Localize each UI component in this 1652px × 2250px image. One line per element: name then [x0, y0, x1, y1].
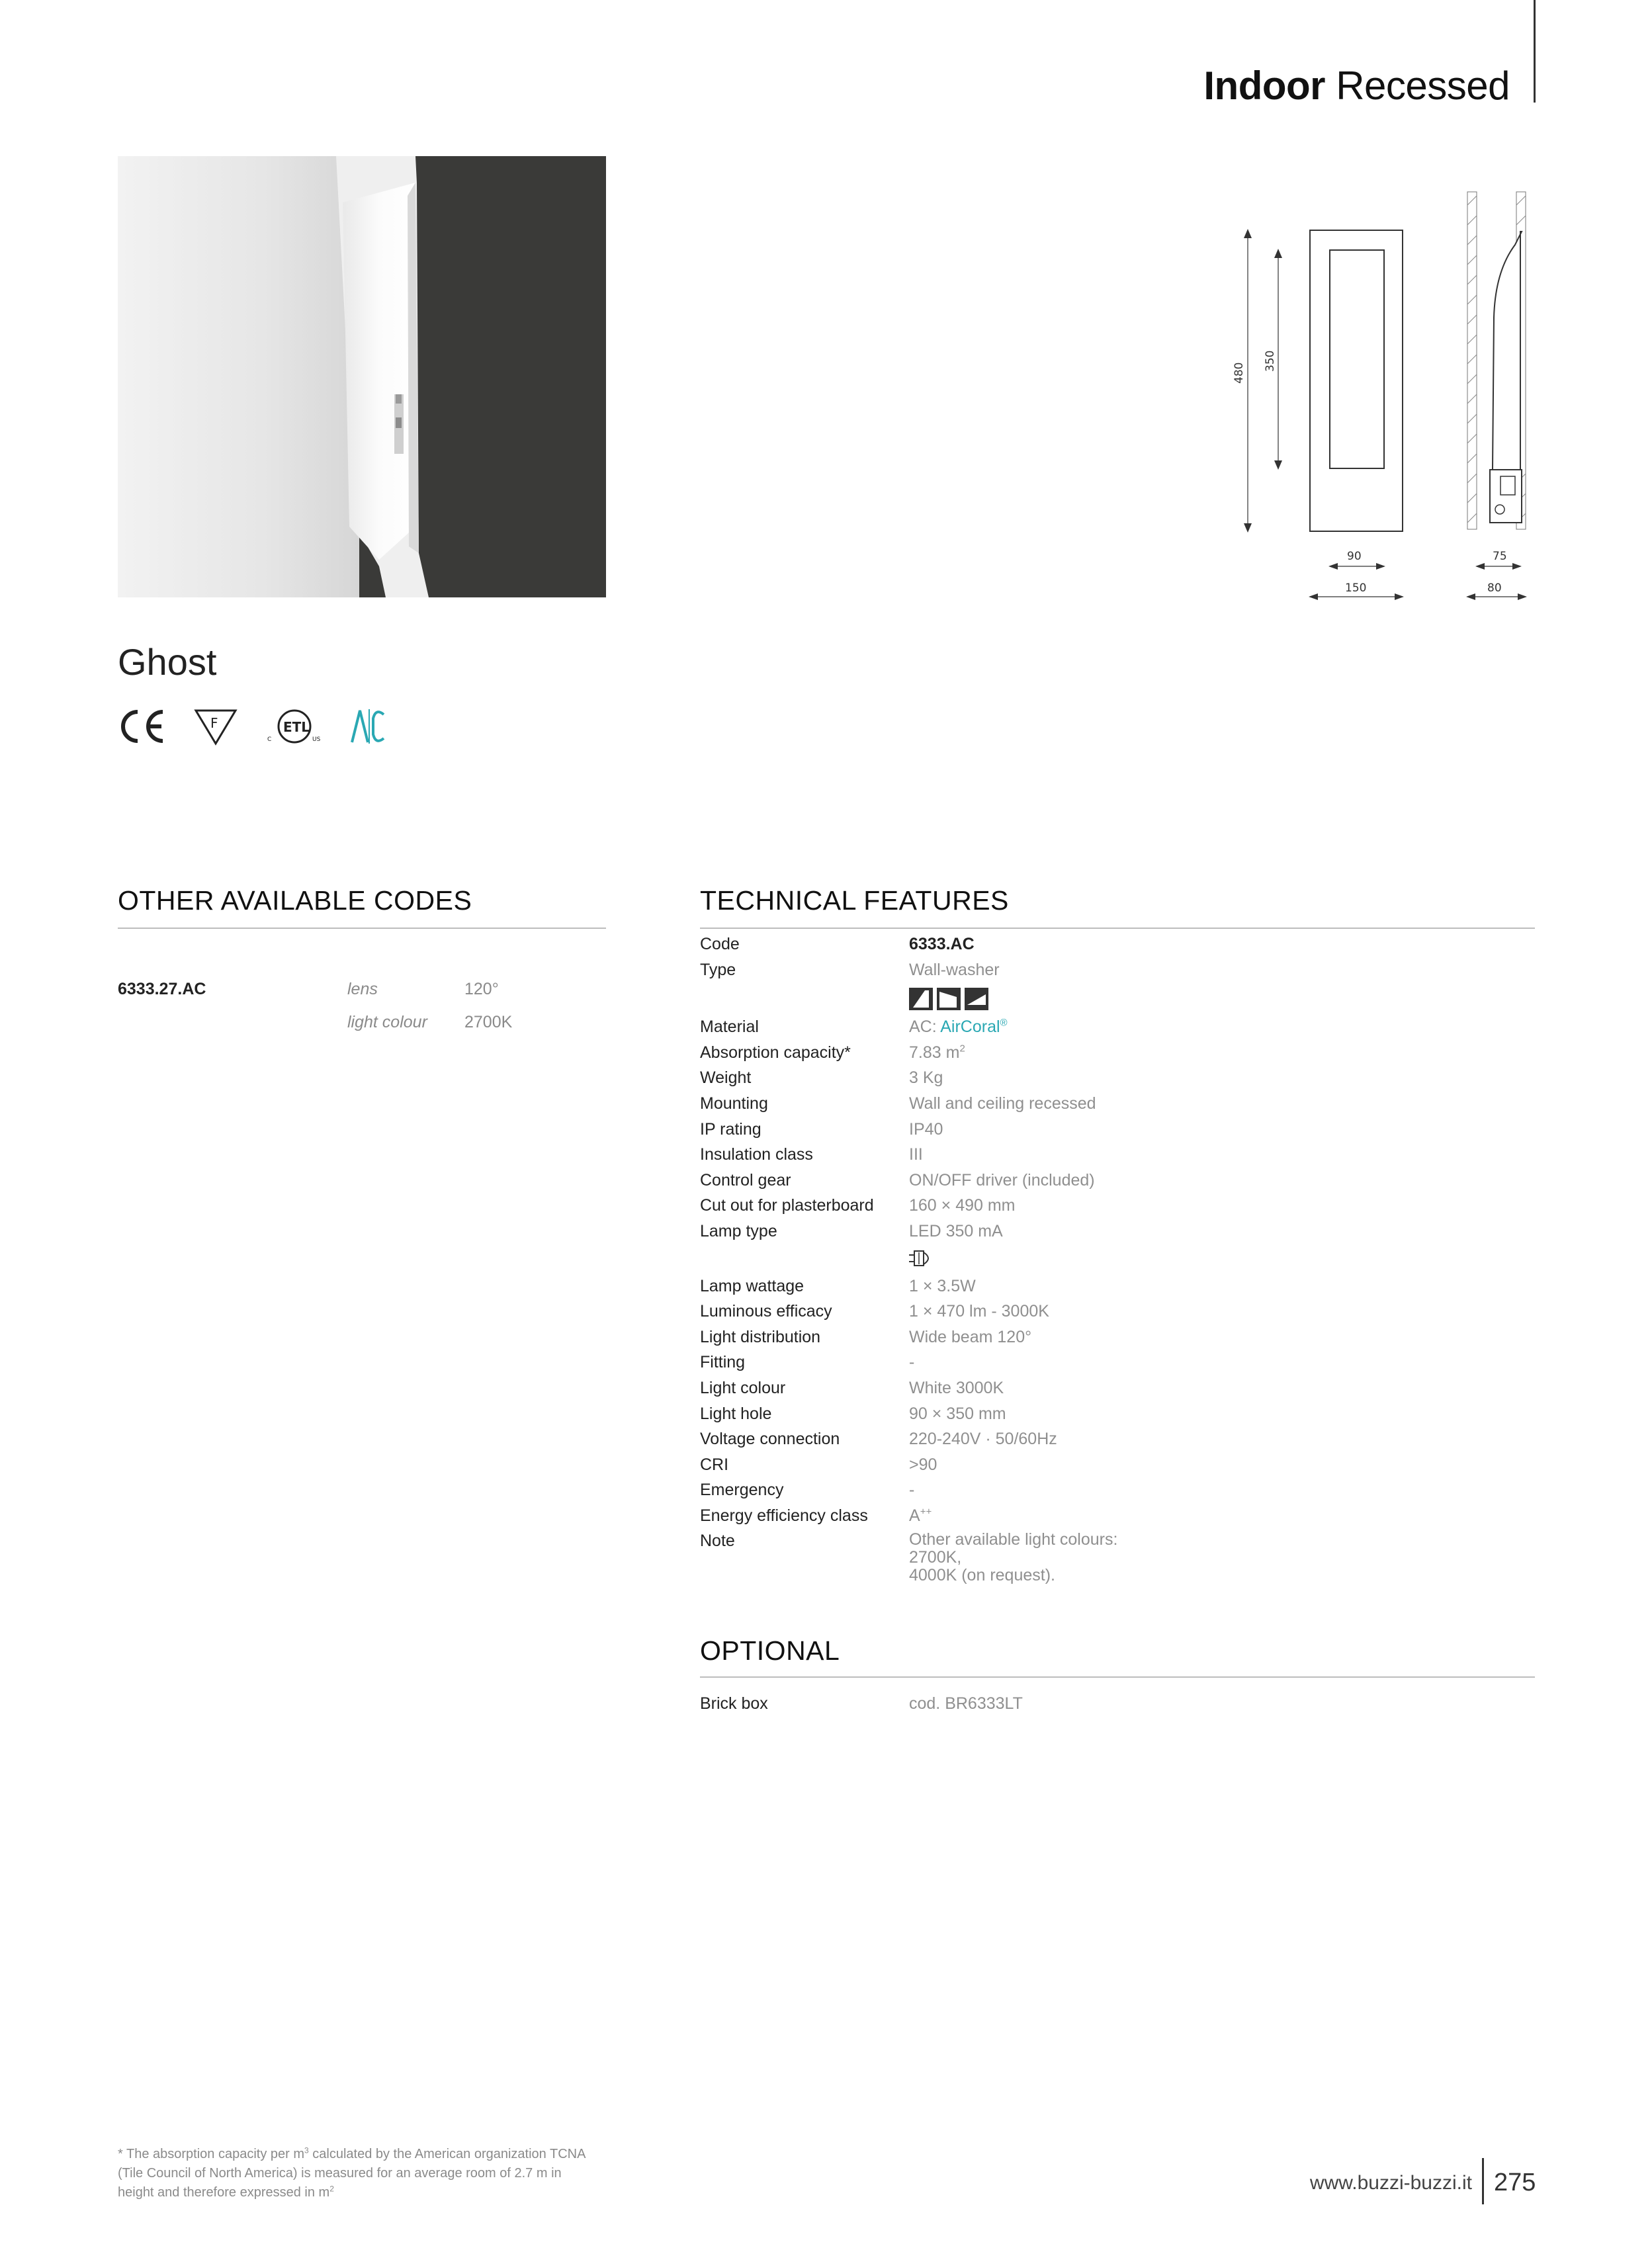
spec-row-weight — [700, 1068, 1535, 1094]
spec-label: IP rating — [700, 1119, 761, 1139]
spec-label: Voltage connection — [700, 1430, 840, 1449]
squared-mark: 2 — [959, 1043, 965, 1055]
spec-value: White 3000K — [909, 1378, 1004, 1397]
spec-value — [909, 1531, 1117, 1584]
dim-hole-width: 90 — [1347, 550, 1362, 563]
spec-row-mounting — [700, 1094, 1535, 1119]
floor-washer-icon — [965, 988, 988, 1010]
spec-row-efficacy — [700, 1301, 1535, 1327]
spec-label: Fitting — [700, 1353, 746, 1372]
spec-value: 220-240V · 50/60Hz — [909, 1430, 1057, 1449]
dim-depth-outer: 80 — [1487, 582, 1502, 595]
ceiling-washer-icon — [937, 988, 961, 1010]
spec-value: - — [909, 1481, 915, 1500]
dim-depth-inner: 75 — [1493, 550, 1507, 563]
svg-text:US: US — [312, 736, 321, 743]
footnote-text: (Tile Council of North America) is measured for an average room of 2.7 m in — [118, 2166, 562, 2181]
spec-label: Light hole — [700, 1404, 772, 1423]
spec-value: cod. BR6333LT — [909, 1694, 1023, 1713]
spec-row-energy — [700, 1506, 1535, 1532]
note-line: 4000K (on request). — [909, 1566, 1055, 1585]
other-codes-table — [118, 973, 607, 1039]
spec-row-code — [700, 934, 1535, 960]
absorption-value: 7.83 m — [909, 1043, 960, 1062]
footnote-text: * The absorption capacity per m — [118, 2147, 305, 2161]
svg-text:C: C — [267, 736, 272, 743]
spec-label: CRI — [700, 1455, 729, 1474]
spec-label: Code — [700, 935, 740, 953]
spec-value: Wall and ceiling recessed — [909, 1094, 1096, 1113]
footnote-text: calculated by the American organization TCNA — [308, 2147, 586, 2161]
spec-row-lamp-icon — [700, 1247, 1535, 1276]
spec-label: Energy efficiency class — [700, 1506, 868, 1525]
optional-title: OPTIONAL — [700, 1635, 840, 1666]
code-attr-key: light colour — [347, 1012, 427, 1031]
page-category — [1203, 63, 1510, 108]
product-name: Ghost — [118, 641, 217, 683]
spec-label: Mounting — [700, 1094, 768, 1113]
certification-icons — [118, 703, 386, 750]
page-number: 275 — [1494, 2169, 1536, 2196]
optional-rule — [700, 1676, 1535, 1678]
spec-label: Brick box — [700, 1694, 768, 1713]
led-module-icon — [909, 1248, 935, 1268]
spec-row-type — [700, 960, 1535, 986]
code-attr-value: 2700K — [464, 1012, 513, 1031]
spec-value: 160 × 490 mm — [909, 1196, 1016, 1215]
dim-total-height: 480 — [1233, 362, 1246, 384]
spec-row-distribution — [700, 1327, 1535, 1353]
spec-value: 3 Kg — [909, 1068, 943, 1088]
dim-total-width: 150 — [1345, 582, 1367, 595]
spec-label: Light colour — [700, 1378, 786, 1397]
code-value: 6333.27.AC — [118, 979, 206, 998]
spec-value — [909, 1506, 932, 1526]
spec-label: Control gear — [700, 1170, 791, 1190]
spec-row-note — [700, 1531, 1535, 1584]
code-row — [118, 1006, 607, 1039]
spec-row-absorption — [700, 1043, 1535, 1068]
mounting-icons — [909, 988, 988, 1010]
spec-label: Note — [700, 1532, 735, 1551]
ac-mark-icon — [349, 705, 386, 748]
spec-row-light-hole — [700, 1404, 1535, 1430]
other-codes-title: OTHER AVAILABLE CODES — [118, 885, 472, 916]
spec-label: Material — [700, 1017, 759, 1037]
footnote: * The absorption capacity per $m^3$ calculated by the American organization TCNA (Tile Council of North America) is measured for an average room of 2.7 m in height and therefore expressed in $m^2$ — [118, 2145, 586, 2200]
spec-row-lamp-type — [700, 1221, 1535, 1247]
material-prefix: AC: — [909, 1017, 941, 1037]
spec-value: 90 × 350 mm — [909, 1404, 1006, 1423]
header-divider — [1534, 0, 1536, 103]
spec-value: IP40 — [909, 1119, 943, 1139]
svg-text:F: F — [210, 715, 218, 731]
spec-value: Wall-washer — [909, 960, 1000, 979]
technical-rule — [700, 928, 1535, 929]
spec-label: Emergency — [700, 1481, 784, 1500]
spec-value: III — [909, 1145, 923, 1164]
technical-drawing — [1204, 185, 1548, 609]
f-mark-icon — [192, 705, 239, 748]
spec-label: Type — [700, 960, 736, 979]
website-link[interactable]: www.buzzi-buzzi.it — [1309, 2172, 1472, 2194]
spec-label: Light distribution — [700, 1327, 821, 1346]
energy-plus-mark: ++ — [920, 1506, 932, 1518]
spec-row-wattage — [700, 1276, 1535, 1302]
technical-features-table — [700, 934, 1535, 1584]
material-name: AirCoral — [940, 1017, 1000, 1037]
spec-value: 1 × 3.5W — [909, 1276, 976, 1295]
spec-row-brick-box — [700, 1694, 1535, 1719]
code-attr-key: lens — [347, 979, 378, 998]
note-line: Other available light colours: — [909, 1530, 1118, 1549]
etl-mark-icon — [266, 705, 323, 748]
spec-label: Lamp type — [700, 1221, 777, 1240]
spec-row-type-icons — [700, 985, 1535, 1017]
category-light: Recessed — [1336, 64, 1510, 108]
spec-label: Insulation class — [700, 1145, 813, 1164]
svg-text:ETL: ETL — [283, 719, 310, 735]
spec-label: Weight — [700, 1068, 752, 1088]
code-attr-value: 120° — [464, 979, 499, 998]
spec-value: 6333.AC — [909, 935, 975, 953]
spec-value: - — [909, 1353, 915, 1372]
spec-row-light-colour — [700, 1378, 1535, 1404]
spec-value: LED 350 mA — [909, 1221, 1003, 1240]
technical-title: TECHNICAL FEATURES — [700, 885, 1009, 916]
spec-label: Lamp wattage — [700, 1276, 804, 1295]
spec-row-ip — [700, 1119, 1535, 1145]
spec-row-material — [700, 1017, 1535, 1043]
footer-divider — [1482, 2158, 1484, 2204]
optional-table — [700, 1694, 1535, 1719]
product-photo — [118, 156, 606, 597]
spec-label: Luminous efficacy — [700, 1302, 832, 1321]
other-codes-rule — [118, 928, 606, 929]
product-image — [118, 156, 606, 597]
footnote-text: height and therefore expressed in m — [118, 2185, 330, 2200]
spec-row-cri — [700, 1455, 1535, 1481]
spec-row-emergency — [700, 1480, 1535, 1506]
spec-value: Wide beam 120° — [909, 1327, 1032, 1346]
energy-class: A — [909, 1506, 920, 1525]
spec-row-cutout — [700, 1195, 1535, 1221]
spec-label: Cut out for plasterboard — [700, 1196, 874, 1215]
ce-mark-icon — [118, 708, 165, 745]
spec-row-voltage — [700, 1429, 1535, 1455]
spec-label: Absorption capacity* — [700, 1043, 851, 1062]
spec-value: 1 × 470 lm - 3000K — [909, 1302, 1049, 1321]
registered-mark: ® — [1000, 1017, 1008, 1029]
spec-value: >90 — [909, 1455, 937, 1474]
spec-row-control-gear — [700, 1170, 1535, 1196]
dim-hole-height: 350 — [1264, 350, 1277, 372]
spec-value — [909, 1017, 1008, 1037]
spec-row-insulation — [700, 1145, 1535, 1170]
spec-value: ON/OFF driver (included) — [909, 1170, 1095, 1190]
category-bold: Indoor — [1203, 64, 1326, 108]
note-line: 2700K, — [909, 1548, 962, 1567]
spec-row-fitting — [700, 1352, 1535, 1378]
spec-value — [909, 1043, 965, 1062]
wall-washer-icon — [909, 988, 933, 1010]
code-row — [118, 973, 607, 1006]
